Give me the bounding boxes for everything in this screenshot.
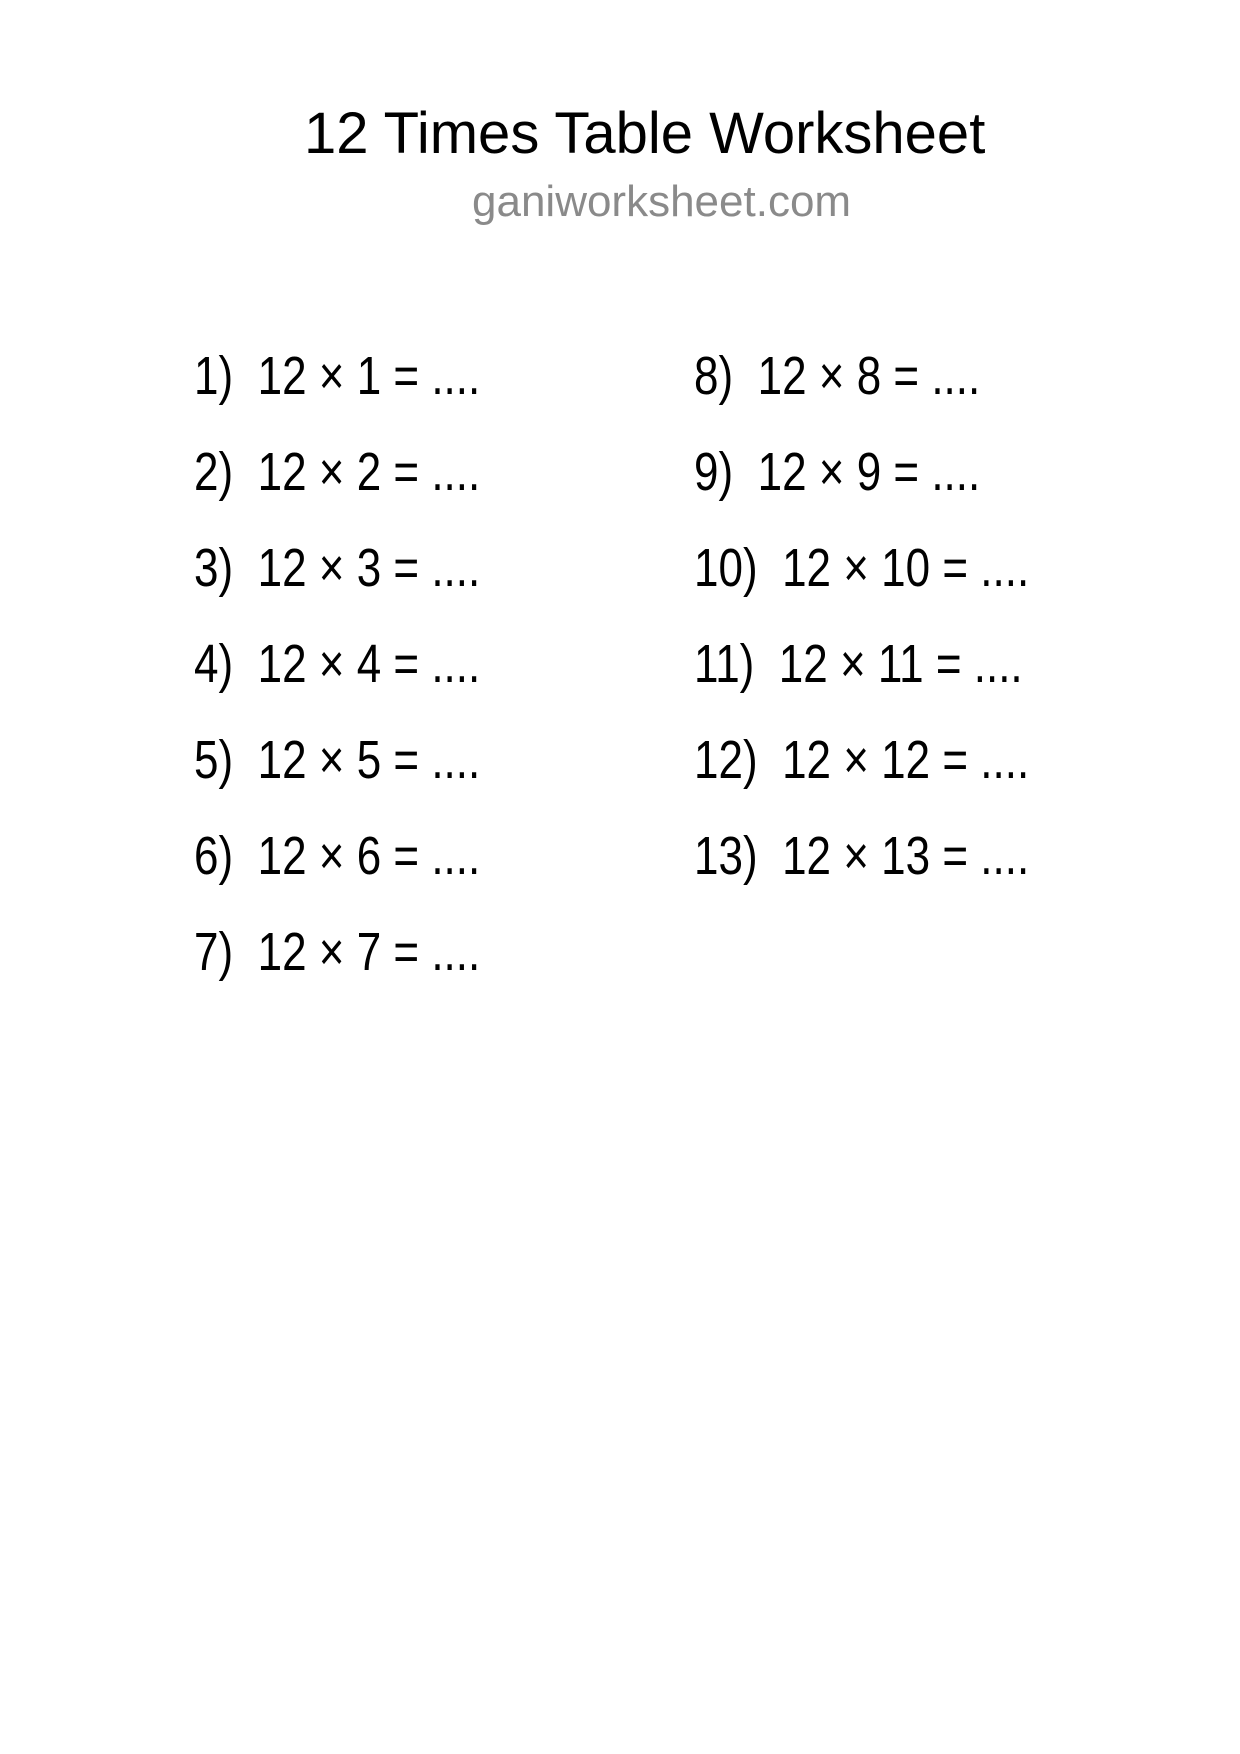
problem-row-10: 10) 12 × 10 = .... <box>694 538 1030 598</box>
problem-row-6: 6) 12 × 6 = .... <box>194 826 481 886</box>
problem-row-1: 1) 12 × 1 = .... <box>194 346 481 406</box>
problem-row-11: 11) 12 × 11 = .... <box>694 634 1023 694</box>
problem-row-5: 5) 12 × 5 = .... <box>194 730 481 790</box>
problem-row-3: 3) 12 × 3 = .... <box>194 538 481 598</box>
problem-row-2: 2) 12 × 2 = .... <box>194 442 481 502</box>
site-credit: ganiworksheet.com <box>472 177 852 226</box>
problem-row-8: 8) 12 × 8 = .... <box>694 346 981 406</box>
problem-row-12: 12) 12 × 12 = .... <box>694 730 1030 790</box>
problems-column-left <box>194 328 545 1000</box>
problem-row-9: 9) 12 × 9 = .... <box>694 442 981 502</box>
page-title: 12 Times Table Worksheet <box>304 101 986 166</box>
problem-row-7: 7) 12 × 7 = .... <box>194 922 481 982</box>
problem-row-4: 4) 12 × 4 = .... <box>194 634 481 694</box>
problems-column-right <box>694 328 1105 904</box>
problem-row-13: 13) 12 × 13 = .... <box>694 826 1030 886</box>
